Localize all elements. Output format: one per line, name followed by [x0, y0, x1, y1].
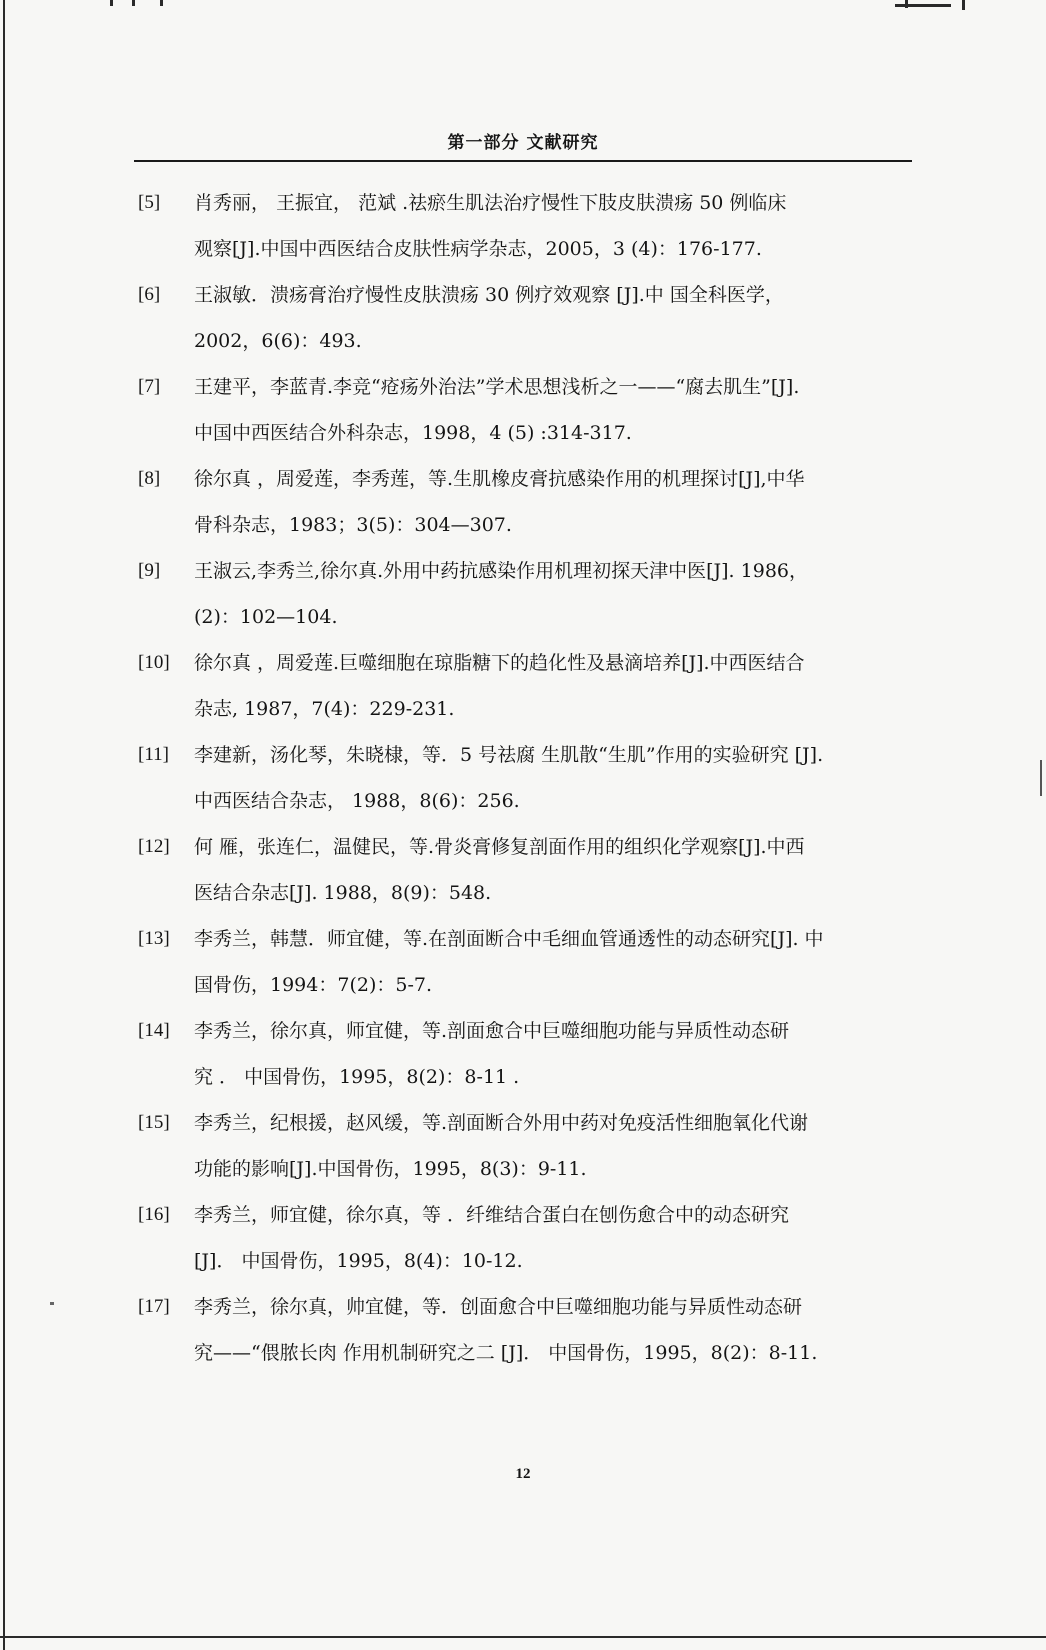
reference-text-line: 骨科杂志，1983；3(5)：304—307.: [194, 514, 512, 536]
scan-speck: [50, 1302, 54, 1305]
reference-number: [15]: [138, 1112, 170, 1133]
page-number: 12: [515, 1466, 531, 1482]
reference-text-line: 王建平，李蓝青.李竞“疮疡外治法”学术思想浅析之一——“腐去肌生”[J].: [194, 376, 800, 398]
reference-text-line: 究——“偎脓长肉 作用机制研究之二 [J]． 中国骨伤，1995，8(2)：8-11.: [194, 1342, 818, 1364]
reference-number: [17]: [138, 1296, 170, 1317]
reference-item: [138, 916, 916, 1008]
reference-text-line: 何 雁，张连仁，温健民，等.骨炎膏修复剖面作用的组织化学观察[J].中西: [194, 836, 805, 858]
reference-number: [16]: [138, 1204, 170, 1225]
reference-number: [5]: [138, 192, 161, 213]
reference-number: [8]: [138, 468, 161, 489]
reference-text-line: 徐尔真 ，周爱莲.巨噬细胞在琼脂糖下的趋化性及悬滴培养[J].中西医结合: [194, 652, 805, 674]
reference-text-line: 王淑云,李秀兰,徐尔真.外用中药抗感染作用机理初探天津中医[J]. 1986，: [194, 560, 808, 582]
reference-item: [138, 364, 916, 456]
reference-item: [138, 272, 916, 364]
reference-number: [12]: [138, 836, 170, 857]
reference-text-line: 王淑敏．溃疡膏治疗慢性皮肤溃疡 30 例疗效观察 [J].中 国全科医学，: [194, 284, 784, 306]
reference-item: [138, 824, 916, 916]
scan-marks-top: [110, 0, 170, 6]
reference-text-line: 中国中西医结合外科杂志，1998，4 (5) :314-317.: [194, 422, 632, 444]
reference-text-line: 徐尔真 ，周爱莲，李秀莲，等.生肌橡皮膏抗感染作用的机理探讨[J],中华: [194, 468, 805, 490]
scan-edge-bottom: [0, 1636, 1046, 1638]
reference-text-line: 中西医结合杂志， 1988，8(6)：256.: [194, 790, 520, 812]
reference-number: [9]: [138, 560, 161, 581]
scan-tick: [905, 0, 908, 8]
reference-text-line: 李秀兰，师宜健，徐尔真，等 ．纤维结合蛋白在刨伤愈合中的动态研究: [194, 1204, 790, 1226]
reference-item: [138, 1100, 916, 1192]
reference-number: [7]: [138, 376, 161, 397]
reference-text-line: 杂志, 1987，7(4)：229-231.: [194, 698, 455, 720]
reference-text-line: 功能的影响[J].中国骨伤，1995，8(3)：9-11.: [194, 1158, 587, 1180]
reference-text-line: [J]． 中国骨伤，1995，8(4)：10-12.: [194, 1250, 523, 1272]
running-header: 第一部分 文献研究: [447, 133, 599, 153]
reference-text-line: 医结合杂志[J]. 1988，8(9)：548.: [194, 882, 492, 904]
reference-item: [138, 1008, 916, 1100]
scan-tick: [962, 0, 965, 10]
reference-item: [138, 640, 916, 732]
reference-item: [138, 456, 916, 548]
reference-text-line: (2)：102—104.: [194, 606, 338, 628]
reference-text-line: 李秀兰，徐尔真，帅宜健，等．创面愈合中巨噬细胞功能与异质性动态研: [194, 1296, 803, 1318]
reference-number: [14]: [138, 1020, 170, 1041]
reference-number: [10]: [138, 652, 170, 673]
reference-number: [11]: [138, 744, 169, 765]
reference-text-line: 李建新，汤化琴，朱晓棣，等．5 号祛腐 生肌散“生肌”作用的实验研究 [J].: [194, 744, 824, 766]
reference-number: [13]: [138, 928, 170, 949]
scan-mark-right: [1040, 760, 1042, 796]
header-rule: [134, 160, 912, 162]
reference-number: [6]: [138, 284, 161, 305]
scan-edge-left: [3, 0, 5, 1650]
reference-item: [138, 548, 916, 640]
reference-text-line: 2002，6(6)：493.: [194, 330, 362, 352]
scan-edge-top-right: [895, 4, 951, 7]
reference-text-line: 观察[J].中国中西医结合皮肤性病学杂志，2005，3 (4)：176-177.: [194, 238, 762, 260]
reference-item: [138, 1192, 916, 1284]
reference-item: [138, 732, 916, 824]
reference-item: [138, 180, 916, 272]
reference-text-line: 李秀兰，徐尔真，师宜健，等.剖面愈合中巨噬细胞功能与异质性动态研: [194, 1020, 790, 1042]
reference-text-line: 肖秀丽， 王振宜， 范斌 .祛瘀生肌法治疗慢性下肢皮肤溃疡 50 例临床: [194, 192, 787, 214]
reference-text-line: 李秀兰，韩慧．师宜健，等.在剖面断合中毛细血管通透性的动态研究[J]. 中: [194, 928, 824, 950]
reference-text-line: 李秀兰，纪根援，赵风缓，等.剖面断合外用中药对免疫活性细胞氧化代谢: [194, 1112, 809, 1134]
reference-list: [138, 180, 916, 1376]
reference-text-line: 究 ． 中国骨伤，1995，8(2)：8-11 .: [194, 1066, 520, 1088]
reference-item: [138, 1284, 916, 1376]
reference-text-line: 国骨伤，1994：7(2)：5-7.: [194, 974, 432, 996]
